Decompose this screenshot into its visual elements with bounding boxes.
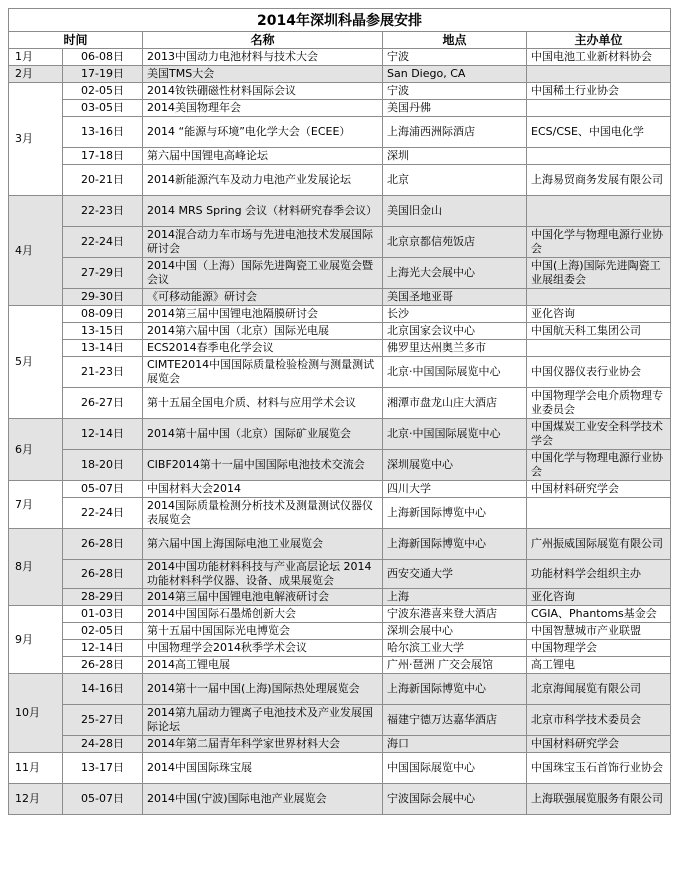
- organizer-cell: 上海联强展览服务有限公司: [527, 784, 671, 815]
- organizer-cell: 中国材料研究学会: [527, 481, 671, 498]
- name-cell: CIMTE2014中国国际质量检验检测与测量测试展览会: [143, 357, 383, 388]
- place-cell: 北京: [383, 165, 527, 196]
- table-row: [9, 388, 671, 419]
- date-cell: 02-05日: [63, 83, 143, 100]
- date-cell: 17-18日: [63, 148, 143, 165]
- place-cell: 上海新国际博览中心: [383, 674, 527, 705]
- place-cell: 福建宁德万达嘉华酒店: [383, 705, 527, 736]
- table-row: [9, 784, 671, 815]
- place-cell: 上海新国际博览中心: [383, 529, 527, 560]
- date-cell: 12-14日: [63, 640, 143, 657]
- name-cell: 2014 “能源与环境”电化学大会（ECEE）: [143, 117, 383, 148]
- organizer-cell: [527, 498, 671, 529]
- date-cell: 21-23日: [63, 357, 143, 388]
- date-cell: 26-27日: [63, 388, 143, 419]
- name-cell: 2014第十届中国（北京）国际矿业展览会: [143, 419, 383, 450]
- table-row: [9, 148, 671, 165]
- date-cell: 13-16日: [63, 117, 143, 148]
- place-cell: 深圳会展中心: [383, 623, 527, 640]
- date-cell: 14-16日: [63, 674, 143, 705]
- organizer-cell: [527, 66, 671, 83]
- organizer-cell: [527, 196, 671, 227]
- schedule-table: [8, 8, 671, 815]
- table-row: [9, 606, 671, 623]
- date-cell: 13-14日: [63, 340, 143, 357]
- place-cell: 北京京都信苑饭店: [383, 227, 527, 258]
- organizer-cell: 中国煤炭工业安全科学技术学会: [527, 419, 671, 450]
- place-cell: 哈尔滨工业大学: [383, 640, 527, 657]
- name-cell: 2014混合动力车市场与先进电池技术发展国际研讨会: [143, 227, 383, 258]
- month-cell: 8月: [9, 529, 63, 606]
- name-cell: 2014第三届中国锂电池电解液研讨会: [143, 589, 383, 606]
- name-cell: 2014中国（上海）国际先进陶瓷工业展览会暨会议: [143, 258, 383, 289]
- name-cell: 《可移动能源》研讨会: [143, 289, 383, 306]
- place-cell: 上海光大会展中心: [383, 258, 527, 289]
- place-cell: 四川大学: [383, 481, 527, 498]
- month-cell: 5月: [9, 306, 63, 419]
- name-cell: 2014第九届动力锂离子电池技术及产业发展国际论坛: [143, 705, 383, 736]
- header-name: 名称: [143, 32, 383, 49]
- organizer-cell: 中国电池工业新材料协会: [527, 49, 671, 66]
- place-cell: 湘潭市盘龙山庄大酒店: [383, 388, 527, 419]
- organizer-cell: 中国智慧城市产业联盟: [527, 623, 671, 640]
- table-row: [9, 529, 671, 560]
- date-cell: 29-30日: [63, 289, 143, 306]
- place-cell: 海口: [383, 736, 527, 753]
- date-cell: 05-07日: [63, 784, 143, 815]
- organizer-cell: 上海易贸商务发展有限公司: [527, 165, 671, 196]
- organizer-cell: 中国稀土行业协会: [527, 83, 671, 100]
- table-row: [9, 674, 671, 705]
- table-row: [9, 623, 671, 640]
- organizer-cell: 中国化学与物理电源行业协会: [527, 450, 671, 481]
- date-cell: 13-17日: [63, 753, 143, 784]
- organizer-cell: 中国珠宝玉石首饰行业协会: [527, 753, 671, 784]
- table-body: [9, 49, 671, 815]
- table-row: [9, 357, 671, 388]
- table-title: 2014年深圳科晶参展安排: [9, 9, 671, 32]
- date-cell: 26-28日: [63, 657, 143, 674]
- place-cell: 宁波: [383, 49, 527, 66]
- table-row: [9, 117, 671, 148]
- date-cell: 22-24日: [63, 498, 143, 529]
- place-cell: 北京·中国国际展览中心: [383, 357, 527, 388]
- name-cell: 中国材料大会2014: [143, 481, 383, 498]
- date-cell: 12-14日: [63, 419, 143, 450]
- date-cell: 17-19日: [63, 66, 143, 83]
- month-cell: 2月: [9, 66, 63, 83]
- table-row: [9, 66, 671, 83]
- date-cell: 03-05日: [63, 100, 143, 117]
- name-cell: 2013中国动力电池材料与技术大会: [143, 49, 383, 66]
- organizer-cell: 北京市科学技术委员会: [527, 705, 671, 736]
- schedule-sheet: [8, 8, 670, 815]
- table-row: [9, 419, 671, 450]
- place-cell: 美国丹佛: [383, 100, 527, 117]
- table-row: [9, 49, 671, 66]
- organizer-cell: 中国(上海)国际先进陶瓷工业展组委会: [527, 258, 671, 289]
- organizer-cell: CGIA、Phantoms基金会: [527, 606, 671, 623]
- organizer-cell: [527, 148, 671, 165]
- name-cell: CIBF2014第十一届中国国际电池技术交流会: [143, 450, 383, 481]
- date-cell: 22-23日: [63, 196, 143, 227]
- organizer-cell: 高工锂电: [527, 657, 671, 674]
- organizer-cell: 中国物理学会: [527, 640, 671, 657]
- table-row: [9, 165, 671, 196]
- header-organizer: 主办单位: [527, 32, 671, 49]
- name-cell: 2014第三届中国锂电池隔膜研讨会: [143, 306, 383, 323]
- place-cell: 北京·中国国际展览中心: [383, 419, 527, 450]
- date-cell: 26-28日: [63, 560, 143, 589]
- header-place: 地点: [383, 32, 527, 49]
- month-cell: 3月: [9, 83, 63, 196]
- place-cell: 北京国家会议中心: [383, 323, 527, 340]
- name-cell: 美国TMS大会: [143, 66, 383, 83]
- organizer-cell: 中国化学与物理电源行业协会: [527, 227, 671, 258]
- table-row: [9, 450, 671, 481]
- place-cell: 上海: [383, 589, 527, 606]
- date-cell: 18-20日: [63, 450, 143, 481]
- organizer-cell: [527, 340, 671, 357]
- table-row: [9, 100, 671, 117]
- table-row: [9, 196, 671, 227]
- organizer-cell: [527, 289, 671, 306]
- place-cell: 深圳: [383, 148, 527, 165]
- date-cell: 26-28日: [63, 529, 143, 560]
- date-cell: 05-07日: [63, 481, 143, 498]
- date-cell: 28-29日: [63, 589, 143, 606]
- table-row: [9, 753, 671, 784]
- date-cell: 08-09日: [63, 306, 143, 323]
- name-cell: 2014国际质量检测分析技术及测量测试仪器仪表展览会: [143, 498, 383, 529]
- date-cell: 02-05日: [63, 623, 143, 640]
- table-row: [9, 705, 671, 736]
- organizer-cell: 中国仪器仪表行业协会: [527, 357, 671, 388]
- table-row: [9, 560, 671, 589]
- name-cell: 2014高工锂电展: [143, 657, 383, 674]
- organizer-cell: ECS/CSE、中国电化学: [527, 117, 671, 148]
- date-cell: 22-24日: [63, 227, 143, 258]
- table-row: [9, 306, 671, 323]
- place-cell: 美国旧金山: [383, 196, 527, 227]
- table-row: [9, 640, 671, 657]
- name-cell: 第十五届中国国际光电博览会: [143, 623, 383, 640]
- month-cell: 9月: [9, 606, 63, 674]
- name-cell: ECS2014春季电化学会议: [143, 340, 383, 357]
- name-cell: 第六届中国锂电高峰论坛: [143, 148, 383, 165]
- place-cell: 宁波: [383, 83, 527, 100]
- place-cell: San Diego, CA: [383, 66, 527, 83]
- place-cell: 宁波国际会展中心: [383, 784, 527, 815]
- table-row: [9, 657, 671, 674]
- date-cell: 24-28日: [63, 736, 143, 753]
- table-row: [9, 340, 671, 357]
- name-cell: 2014新能源汽车及动力电池产业发展论坛: [143, 165, 383, 196]
- date-cell: 20-21日: [63, 165, 143, 196]
- organizer-cell: [527, 100, 671, 117]
- month-cell: 7月: [9, 481, 63, 529]
- place-cell: 长沙: [383, 306, 527, 323]
- name-cell: 2014钕铁硼磁性材料国际会议: [143, 83, 383, 100]
- name-cell: 2014第十一届中国(上海)国际热处理展览会: [143, 674, 383, 705]
- name-cell: 2014中国国际石墨烯创新大会: [143, 606, 383, 623]
- organizer-cell: 中国航天科工集团公司: [527, 323, 671, 340]
- month-cell: 11月: [9, 753, 63, 784]
- name-cell: 2014中国(宁波)国际电池产业展览会: [143, 784, 383, 815]
- table-row: [9, 289, 671, 306]
- name-cell: 第六届中国上海国际电池工业展览会: [143, 529, 383, 560]
- organizer-cell: 功能材料学会组织主办: [527, 560, 671, 589]
- table-row: [9, 323, 671, 340]
- name-cell: 2014年第二届青年科学家世界材料大会: [143, 736, 383, 753]
- place-cell: 美国圣地亚哥: [383, 289, 527, 306]
- date-cell: 25-27日: [63, 705, 143, 736]
- table-row: [9, 589, 671, 606]
- place-cell: 西安交通大学: [383, 560, 527, 589]
- organizer-cell: 亚化咨询: [527, 306, 671, 323]
- table-row: [9, 498, 671, 529]
- name-cell: 2014中国功能材料科技与产业高层论坛 2014功能材料科学仪器、设备、成果展览会: [143, 560, 383, 589]
- place-cell: 中国国际展览中心: [383, 753, 527, 784]
- month-cell: 4月: [9, 196, 63, 306]
- month-cell: 10月: [9, 674, 63, 753]
- table-row: [9, 736, 671, 753]
- table-row: [9, 258, 671, 289]
- month-cell: 1月: [9, 49, 63, 66]
- table-row: [9, 481, 671, 498]
- place-cell: 上海新国际博览中心: [383, 498, 527, 529]
- date-cell: 01-03日: [63, 606, 143, 623]
- table-row: [9, 83, 671, 100]
- name-cell: 中国物理学会2014秋季学术会议: [143, 640, 383, 657]
- name-cell: 2014美国物理年会: [143, 100, 383, 117]
- place-cell: 深圳展览中心: [383, 450, 527, 481]
- name-cell: 2014 MRS Spring 会议（材料研究春季会议）: [143, 196, 383, 227]
- table-row: [9, 227, 671, 258]
- date-cell: 06-08日: [63, 49, 143, 66]
- date-cell: 27-29日: [63, 258, 143, 289]
- place-cell: 佛罗里达州奥兰多市: [383, 340, 527, 357]
- place-cell: 广州·琶洲 广交会展馆: [383, 657, 527, 674]
- organizer-cell: 亚化咨询: [527, 589, 671, 606]
- organizer-cell: 广州振威国际展览有限公司: [527, 529, 671, 560]
- month-cell: 12月: [9, 784, 63, 815]
- header-time: 时间: [9, 32, 143, 49]
- organizer-cell: 北京海闻展览有限公司: [527, 674, 671, 705]
- name-cell: 第十五届全国电介质、材料与应用学术会议: [143, 388, 383, 419]
- month-cell: 6月: [9, 419, 63, 481]
- organizer-cell: 中国物理学会电介质物理专业委员会: [527, 388, 671, 419]
- name-cell: 2014中国国际珠宝展: [143, 753, 383, 784]
- date-cell: 13-15日: [63, 323, 143, 340]
- place-cell: 宁波东港喜来登大酒店: [383, 606, 527, 623]
- name-cell: 2014第六届中国（北京）国际光电展: [143, 323, 383, 340]
- place-cell: 上海浦西洲际酒店: [383, 117, 527, 148]
- organizer-cell: 中国材料研究学会: [527, 736, 671, 753]
- header-row: [9, 32, 671, 49]
